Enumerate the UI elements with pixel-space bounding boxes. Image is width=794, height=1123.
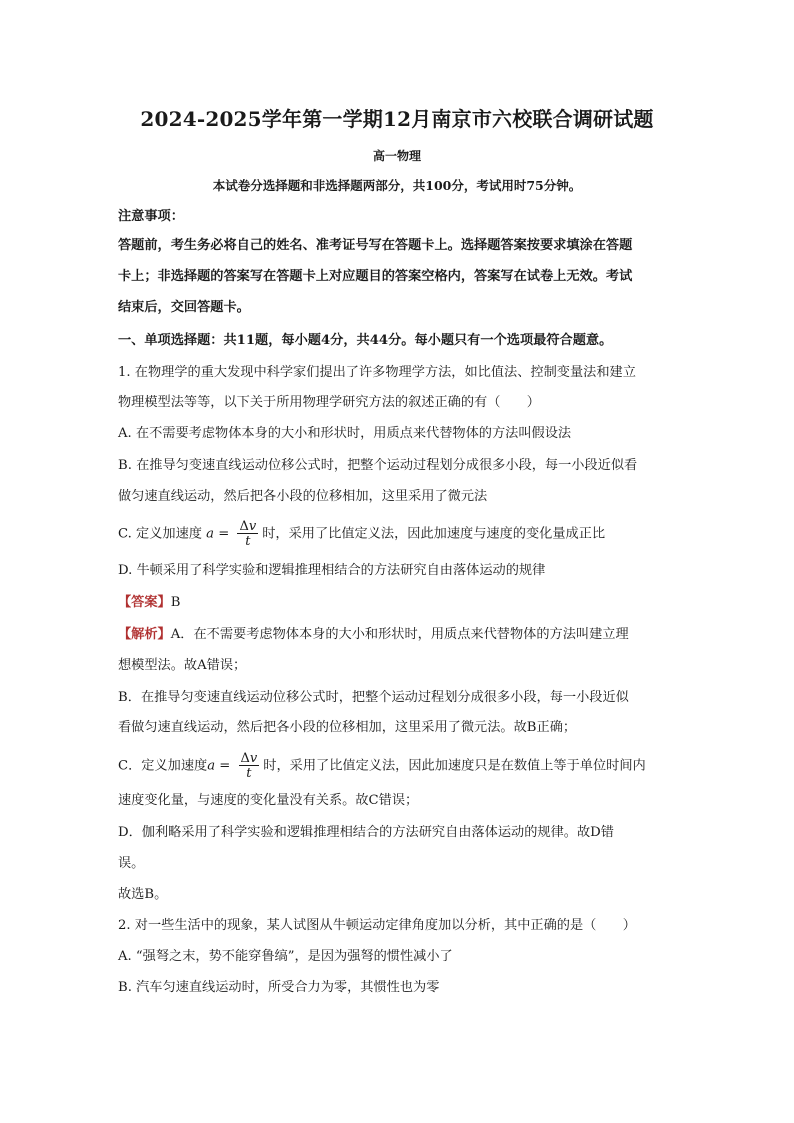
- exam-title: 2024-2025学年第一学期12月南京市六校联合调研试题: [140, 107, 654, 131]
- option-a: A. “强弩之末，势不能穿鲁缟”，是因为强弩的惯性减小了: [118, 949, 453, 964]
- notice-line: 结束后，交回答题卡。: [118, 300, 250, 315]
- exam-intro: 本试卷分选择题和非选择题两部分，共100分，考试用时75分钟。: [212, 178, 582, 193]
- analysis-line: 误。: [118, 856, 145, 871]
- option-c: [118, 520, 605, 548]
- time-symbol: t: [246, 766, 252, 781]
- analysis-text: C．定义加速度: [118, 758, 208, 774]
- question-stem: 2. 对一些生活中的现象，某人试图从牛顿运动定律角度加以分析，其中正确的是（ ）: [118, 918, 636, 933]
- delta-v-over-t-formula: [237, 520, 258, 548]
- option-b: B. 汽车匀速直线运动时，所受合力为零，其惯性也为零: [118, 980, 440, 995]
- analysis-line: B．在推导匀变速直线运动位移公式时，把整个运动过程划分成很多小段，每一小段近似: [118, 690, 629, 705]
- equals-sign: =: [214, 526, 234, 542]
- option-c-text: C. 定义加速度: [118, 526, 202, 542]
- exam-subject: 高一物理: [372, 149, 421, 163]
- analysis-label: 【解析】: [118, 627, 171, 642]
- analysis-text: 时，采用了比值定义法，因此加速度只是在数值上等于单位时间内: [263, 758, 646, 774]
- analysis-line: D．伽利略采用了科学实验和逻辑推理相结合的方法研究自由落体运动的规律。故D错: [118, 825, 614, 840]
- analysis-line: [118, 752, 646, 780]
- option-a: A. 在不需要考虑物体本身的大小和形状时，用质点来代替物体的方法叫假设法: [118, 426, 572, 441]
- delta-v-over-t-formula: [239, 752, 260, 780]
- analysis-text: A．在不需要考虑物体本身的大小和形状时，用质点来代替物体的方法叫建立理: [170, 627, 629, 642]
- question-stem: 1. 在物理学的重大发现中科学家们提出了许多物理学方法，如比值法、控制变量法和建立: [118, 365, 636, 380]
- analysis-line: 想模型法。故A错误；: [118, 658, 247, 673]
- velocity-symbol: v: [249, 751, 258, 766]
- acceleration-symbol: a: [206, 526, 215, 542]
- analysis-line: 速度变化量，与速度的变化量没有关系。故C错误；: [118, 793, 419, 808]
- equals-sign: =: [215, 758, 235, 774]
- option-d: D. 牛顿采用了科学实验和逻辑推理相结合的方法研究自由落体运动的规律: [118, 563, 546, 578]
- question-stem: 物理模型法等等，以下关于所用物理学研究方法的叙述正确的有（ ）: [118, 395, 540, 410]
- answer-value: B: [170, 595, 181, 610]
- velocity-symbol: v: [248, 519, 257, 534]
- conclusion-line: 故选B。: [118, 887, 168, 902]
- notice-line: 答题前，考生务必将自己的姓名、准考证号写在答题卡上。选择题答案按要求填涂在答题: [118, 238, 633, 253]
- delta-symbol: Δ: [240, 751, 250, 766]
- option-b: 做匀速直线运动，然后把各小段的位移相加，这里采用了微元法: [118, 489, 488, 504]
- delta-symbol: Δ: [239, 519, 249, 534]
- option-c-text: 时，采用了比值定义法，因此加速度与速度的变化量成正比: [262, 526, 606, 542]
- option-b: B. 在推导匀变速直线运动位移公式时，把整个运动过程划分成很多小段，每一小段近似看: [118, 458, 638, 473]
- analysis-line: 看做匀速直线运动，然后把各小段的位移相加，这里采用了微元法。故B正确；: [118, 720, 577, 735]
- notice-line: 卡上；非选择题的答案写在答题卡上对应题目的答案空格内，答案写在试卷上无效。考试: [118, 269, 633, 284]
- analysis-line: [118, 626, 629, 644]
- answer-line: [118, 594, 180, 612]
- answer-label: 【答案】: [118, 595, 171, 610]
- section-heading: 一、单项选择题：共11题，每小题4分，共44分。每小题只有一个选项最符合题意。: [118, 333, 613, 348]
- acceleration-symbol: a: [207, 758, 216, 774]
- time-symbol: t: [245, 534, 251, 549]
- notice-heading: 注意事项：: [118, 209, 184, 224]
